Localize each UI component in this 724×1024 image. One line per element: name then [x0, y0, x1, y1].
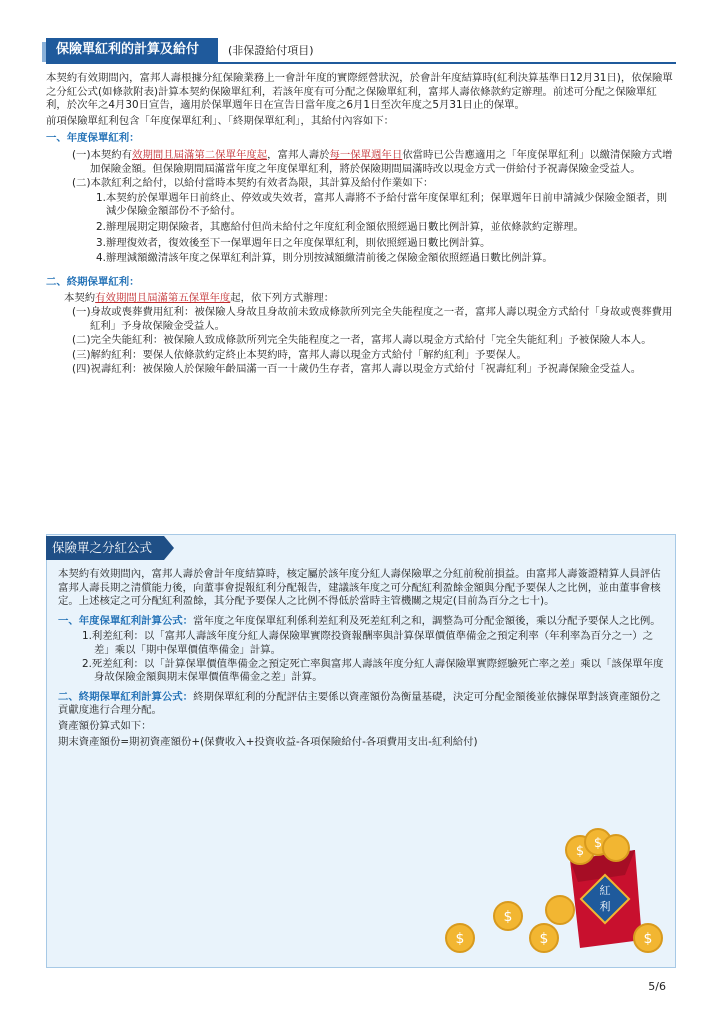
terminal-item: (一)身故或喪葬費用紅利：被保險人身故且身故前未致成條款所列完全失能程度之一者，富邦人壽以現金方式給付「身故或喪葬費用紅利」予身故保險金受益人。: [72, 305, 673, 332]
envelope-label-top: 紅: [599, 884, 611, 897]
header-divider: [46, 62, 676, 64]
formula-intro: 本契約有效期間內，富邦人壽於會計年度結算時，核定屬於該年度分紅人壽保險單之分紅前稅前損益。由富邦人壽簽證精算人員評估富邦人壽長期之清償能力後，向董事會提報紅利分配報告，建議該年度之可分配紅利盈餘金額與分配予要保人之比例，並由董事會核定。上述核定之可分配紅利盈餘，其分配予要保人之比例不得低於當時主管機關之規定(目前為百分之七十)。: [58, 568, 661, 608]
annual-item-1-text-b: ，富邦人壽於: [267, 148, 330, 161]
coin-icon: [546, 896, 574, 924]
terminal-item: (四)祝壽紅利：被保險人於保險年齡屆滿一百一十歲仍生存者，富邦人壽以現金方式給付「祝壽紅利」予祝壽保險金受益人。: [72, 363, 642, 376]
terminal-formula: [58, 691, 666, 718]
coin-icon: [446, 924, 474, 952]
annual-item-1-highlight-1: 效期間且屆滿第二保單年度起: [132, 148, 268, 161]
annual-item-1-highlight-2: 每一保單週年日: [329, 148, 403, 161]
svg-text:$: $: [575, 844, 585, 859]
annual-formula-text: 當年度之年度保單紅利係利差紅利及死差紅利之和，調整為可分配金額後，乘以分配予要保人之比例。: [193, 614, 661, 627]
terminal-lead-highlight: 有效期間且屆滿第五保單年度: [95, 292, 231, 305]
terminal-item: (二)完全失能紅利：被保險人致成條款所列完全失能程度之一者，富邦人壽以現金方式給付「完全失能紅利」予被保險人本人。: [72, 334, 652, 347]
envelope-label-bottom: 利: [599, 900, 611, 913]
terminal-lead-text-b: 起，依下列方式辦理：: [230, 292, 335, 305]
annual-subitem: 1.本契約於保單週年日前終止、停效或失效者，富邦人壽將不予給付當年度保單紅利；保單週年日前申請減少保險金額者，則減少保險金額部份不予給付。: [96, 191, 668, 218]
annual-item-1-text-c: 依當時已公告應適用之「年度保單紅利」以繳清保險方式增加保險金額。但保險期間屆滿當年度之年度保單紅利，將於保險期間屆滿時改以現金方式一併給付予祝壽保險金受益人。: [90, 148, 673, 175]
red-envelope-coins-illustration: [420, 820, 670, 970]
annual-subitem: 2.辦理展期定期保險者，其應給付但尚未給付之年度紅利金額依照經過日數比例計算，並依條款約定辦理。: [96, 220, 584, 233]
intro-lead: 前項保險單紅利包含「年度保單紅利」、「終期保單紅利」，其給付內容如下：: [46, 114, 395, 127]
annual-subitem: 3.辦理復效者，復效後至下一保單週年日之年度保單紅利，則依照經過日數比例計算。: [96, 236, 491, 249]
terminal-lead: [46, 292, 676, 306]
coin-icon: [494, 902, 522, 930]
asset-share-formula: 期末資產額份=期初資產額份+(保費收入+投資收益-各項保險給付-各項費用支出-紅利給付): [58, 735, 478, 748]
section-terminal-dividend-title: 二、終期保單紅利：: [46, 275, 140, 288]
coin-icon: [603, 835, 629, 861]
main-content: [46, 72, 676, 378]
section-annual-dividend-title: 一、年度保單紅利：: [46, 132, 140, 145]
section-subtitle: (非保證給付項目): [228, 44, 314, 57]
annual-item-1: [60, 149, 676, 176]
terminal-formula-title: 二、終期保單紅利計算公式：: [58, 690, 194, 703]
terminal-item: (三)解約紅利：要保人依條款約定終止本契約時，富邦人壽以現金方式給付「解約紅利」予要保人。: [72, 348, 527, 361]
coin-icon: [530, 924, 558, 952]
svg-text:$: $: [455, 931, 465, 947]
asset-share-label: 資產額份算式如下：: [58, 719, 152, 732]
annual-item-1-text-a: (一)本契約有: [72, 148, 133, 161]
terminal-lead-text-a: 本契約: [64, 292, 96, 305]
coin-icon: [634, 924, 662, 952]
annual-formula-item: 2.死差紅利：以「計算保單價值準備金之預定死亡率與富邦人壽該年度分紅人壽保險單實際經驗死亡率之差」乘以「該保單年度身故保險金額與期末保單價值準備金之差」計算。: [82, 657, 664, 684]
svg-text:$: $: [539, 931, 549, 947]
terminal-formula-text: 終期保單紅利的分配評估主要係以資產額份為衡量基礎，決定可分配金額後並依據保單對該資產額份之貢獻度進行合理分配。: [58, 690, 661, 717]
annual-formula: [58, 615, 666, 629]
formula-box-tab: 保險單之分紅公式: [46, 536, 164, 560]
svg-text:$: $: [503, 909, 513, 925]
page-number: 5/6: [648, 980, 666, 994]
svg-text:$: $: [643, 931, 653, 947]
annual-item-2: (二)本款紅利之給付，以給付當時本契約有效者為限，其計算及給付作業如下：: [72, 177, 434, 190]
formula-box-content: [58, 568, 666, 751]
section-banner: 保險單紅利的計算及給付: [46, 38, 218, 62]
annual-formula-title: 一、年度保單紅利計算公式：: [58, 614, 194, 627]
annual-subitem: 4.辦理減額繳清該年度之保單紅利計算，則分別按減額繳清前後之保險金額依照經過日數比例計算。: [96, 252, 553, 265]
annual-formula-item: 1.利差紅利：以「富邦人壽該年度分紅人壽保險單實際投資報酬率與計算保單價值準備金之預定利率（年利率為百分之一）之差」乘以「期中保單價值準備金」計算。: [82, 630, 654, 656]
svg-text:$: $: [593, 836, 603, 851]
intro-paragraph: 本契約有效期間內，富邦人壽根據分紅保險業務上一會計年度的實際經營狀況，於會計年度結算時(紅利決算基準日12月31日)，依保險單之分紅公式(如條款附表)計算本契約保險單紅利，若該年度有可分配之保險單紅利，富邦人壽依條款約定辦理。前述可分配之保險單紅利，於次年之4月30日宣告，適用於保單週年日在宣告日當年度之6月1日至次年度之5月31日止的保單。: [46, 72, 673, 112]
